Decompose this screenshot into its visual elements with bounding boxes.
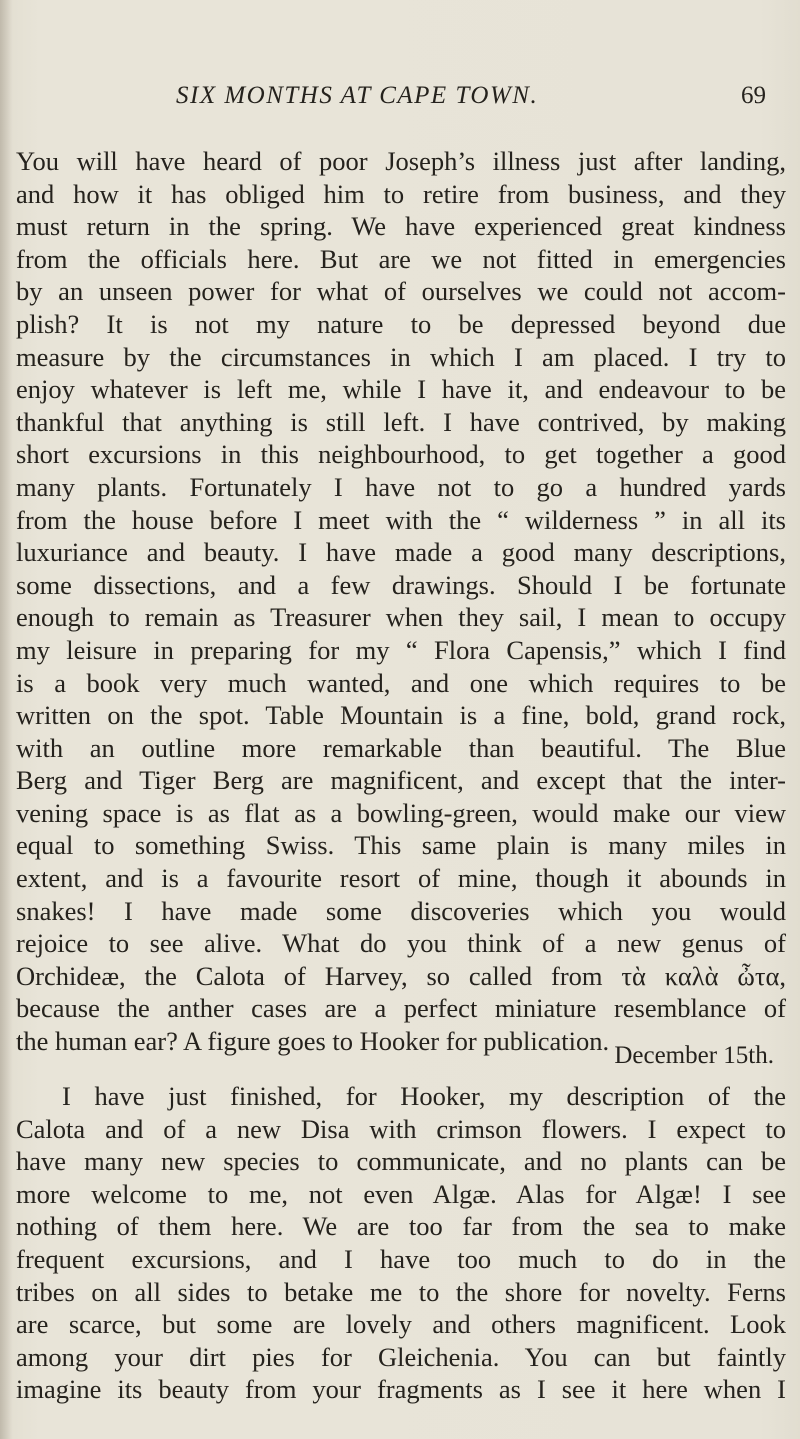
text-line: is a book very much wanted, and one which requires to be bbox=[16, 667, 786, 698]
running-title: SIX MONTHS AT CAPE TOWN. bbox=[176, 82, 539, 109]
text-line: luxuriance and beauty. I have made a good many descriptions, bbox=[16, 537, 786, 568]
text-line: from the house before I meet with the “ wilderness ” in all its bbox=[16, 504, 786, 535]
text-line: nothing of them here. We are too far from the sea to make bbox=[16, 1211, 786, 1242]
dateline: December 15th. bbox=[614, 1042, 774, 1069]
text-line: measure by the circumstances in which I am placed. I try to bbox=[16, 341, 786, 372]
text-line: are scarce, but some are lovely and others magnificent. Look bbox=[16, 1309, 786, 1340]
text-line: among your dirt pies for Gleichenia. You can but faintly bbox=[16, 1341, 786, 1372]
text-line: imagine its beauty from your fragments as I see it here when I bbox=[16, 1374, 786, 1405]
text-line: I have just finished, for Hooker, my description of the bbox=[62, 1081, 786, 1111]
text-line: many plants. Fortunately I have not to go a hundred yards bbox=[16, 471, 786, 502]
text-line: Calota and of a new Disa with crimson flowers. I expect to bbox=[16, 1113, 786, 1144]
page-number: 69 bbox=[741, 82, 766, 109]
text-line: my leisure in preparing for my “ Flora Capensis,” which I find bbox=[16, 634, 786, 665]
text-line: with an outline more remarkable than beautiful. The Blue bbox=[16, 732, 786, 763]
text-line: because the anther cases are a perfect miniature resemblance of bbox=[16, 993, 786, 1024]
text-line: extent, and is a favourite resort of mine, though it abounds in bbox=[16, 863, 786, 894]
text-line: Berg and Tiger Berg are magnificent, and except that the inter- bbox=[16, 765, 786, 796]
text-line: have many new species to communicate, and no plants can be bbox=[16, 1146, 786, 1177]
text-line: written on the spot. Table Mountain is a fine, bold, grand rock, bbox=[16, 700, 786, 731]
text-line: tribes on all sides to betake me to the shore for novelty. Ferns bbox=[16, 1276, 786, 1307]
paragraph-2 bbox=[16, 1080, 786, 1406]
text-line: more welcome to me, not even Algæ. Alas for Algæ! I see bbox=[16, 1178, 786, 1209]
text-line: some dissections, and a few drawings. Should I be fortunate bbox=[16, 569, 786, 600]
text-line: from the officials here. But are we not fitted in emergencies bbox=[16, 243, 786, 274]
text-line: vening space is as flat as a bowling-green, would make our view bbox=[16, 797, 786, 828]
gutter-shadow bbox=[0, 0, 12, 1439]
text-line: enjoy whatever is left me, while I have it, and endeavour to be bbox=[16, 374, 786, 405]
text-line: enough to remain as Treasurer when they sail, I mean to occupy bbox=[16, 602, 786, 633]
text-line: plish? It is not my nature to be depressed beyond due bbox=[16, 308, 786, 339]
text-line: and how it has obliged him to retire from business, and they bbox=[16, 178, 786, 209]
text-line: short excursions in this neighbourhood, to get together a good bbox=[16, 439, 786, 470]
text-line: must return in the spring. We have experienced great kindness bbox=[16, 211, 786, 242]
text-line: by an unseen power for what of ourselves we could not accom- bbox=[16, 276, 786, 307]
text-line: You will have heard of poor Joseph’s illness just after landing, bbox=[16, 146, 786, 176]
running-head bbox=[0, 82, 800, 116]
text-line: the human ear? A figure goes to Hooker for publication. bbox=[16, 1026, 610, 1057]
text-line: thankful that anything is still left. I have contrived, by making bbox=[16, 406, 786, 437]
text-line: equal to something Swiss. This same plain is many miles in bbox=[16, 830, 786, 861]
text-line: rejoice to see alive. What do you think of a new genus of bbox=[16, 928, 786, 959]
paragraph-1 bbox=[16, 145, 786, 1058]
text-line: snakes! I have made some discoveries which you would bbox=[16, 895, 786, 926]
text-line: frequent excursions, and I have too much to do in the bbox=[16, 1243, 786, 1274]
text-line: Orchideæ, the Calota of Harvey, so called from τὰ καλὰ ὦτα, bbox=[16, 960, 786, 991]
